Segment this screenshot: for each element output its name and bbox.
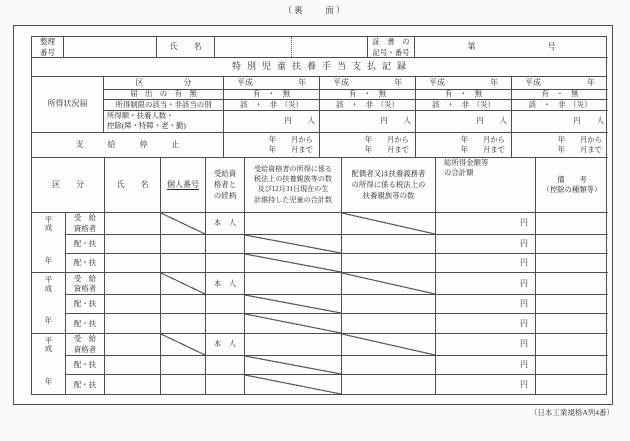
dependent-row (66, 375, 608, 394)
spouse-dependents-cell[interactable] (342, 295, 436, 314)
suspension-period-cell[interactable]: 年 月から 年 月まで (512, 133, 608, 158)
remarks-cell[interactable] (536, 375, 608, 394)
cert-no-prefix: 第 (467, 42, 476, 52)
relation-cell[interactable] (206, 314, 245, 333)
header-remarks: 備 考 （控除の種類等） (536, 158, 608, 213)
relation-cell: 本 人 (206, 273, 245, 295)
kubun-dependent: 配・扶 (66, 295, 105, 314)
income-report-section (32, 77, 606, 133)
name-cell[interactable] (105, 334, 161, 356)
dependent-row (66, 235, 608, 254)
id-row (32, 37, 606, 58)
name-cell[interactable] (105, 254, 161, 273)
header-total-income: 総所得金額等 の合計額 (436, 158, 536, 213)
spouse-dependents-cell[interactable] (342, 314, 436, 333)
amount-cell[interactable]: 円 人 (320, 111, 416, 133)
header-kubun: 区 分 (32, 158, 105, 213)
recipient-dependents-cell-crossed (245, 254, 342, 273)
limit-choice-cell[interactable]: 該 ・ 非 （災） (512, 100, 608, 111)
era-year-cell[interactable]: 平成 年 (32, 334, 66, 394)
name-cell[interactable] (105, 213, 161, 235)
header-recipient-dependents: 受給資格者の所得に係る 税法上の扶養親族等の数 及び12月31日現在の生 計維持した児童の合計数 (245, 158, 342, 213)
recipient-dependents-cell[interactable] (245, 334, 342, 356)
income-row-amount-label: 所得額・扶養人数・ 控除(障・特障・老・勤) (104, 111, 224, 133)
kubun-recipient: 受 給 資格者 (66, 213, 105, 235)
relation-cell[interactable] (206, 356, 245, 375)
limit-choice-cell[interactable]: 該 ・ 非 （災） (320, 100, 416, 111)
kubun-dependent: 配・扶 (66, 235, 105, 254)
name-cell[interactable] (105, 314, 161, 333)
year-group (32, 273, 606, 333)
relation-cell[interactable] (206, 254, 245, 273)
name-cell[interactable] (105, 295, 161, 314)
year-group (32, 334, 606, 394)
header-relation: 受給資 格者と の続柄 (206, 158, 245, 213)
kubun-recipient: 受 給 資格者 (66, 273, 105, 295)
certificate-label: 証 書 の 記号・番号 (368, 37, 415, 58)
relation-cell: 本 人 (206, 213, 245, 235)
income-year-cell[interactable]: 平成 年 (320, 77, 416, 90)
my-number-cell-crossed (161, 273, 206, 295)
relation-cell: 本 人 (206, 334, 245, 356)
remarks-cell[interactable] (536, 254, 608, 273)
my-number-cell[interactable] (161, 356, 206, 375)
kubun-dependent: 配・扶 (66, 375, 105, 394)
spouse-dependents-cell[interactable] (342, 254, 436, 273)
kubun-recipient: 受 給 資格者 (66, 334, 105, 356)
dotted-divider (291, 37, 292, 57)
income-year-cell[interactable]: 平成 年 (512, 77, 608, 90)
spouse-dependents-cell[interactable] (342, 235, 436, 254)
limit-choice-cell[interactable]: 該 ・ 非 （災） (416, 100, 512, 111)
name-cell[interactable] (105, 356, 161, 375)
income-year-cell[interactable]: 平成 年 (416, 77, 512, 90)
name-field[interactable] (215, 37, 368, 58)
kubun-dependent: 配・扶 (66, 314, 105, 333)
dependent-row (66, 314, 608, 333)
header-spouse-dependents: 配偶者又は扶養義務者 の所得に係る税法上の 扶養親族等の数 (342, 158, 436, 213)
payment-record-form (31, 36, 607, 395)
total-income-cell[interactable]: 円 (436, 314, 536, 333)
total-income-cell[interactable]: 円 (436, 375, 536, 394)
remarks-cell[interactable] (536, 314, 608, 333)
certificate-number-field[interactable] (415, 37, 608, 58)
my-number-cell-crossed (161, 213, 206, 235)
amount-cell[interactable]: 円 人 (416, 111, 512, 133)
remarks-cell[interactable] (536, 356, 608, 375)
total-income-cell[interactable]: 円 (436, 254, 536, 273)
recipient-row (66, 213, 608, 235)
spouse-dependents-cell-crossed (342, 273, 436, 295)
form-title: 特別児童扶養手当支払記録 (32, 58, 606, 77)
total-income-cell[interactable]: 円 (436, 295, 536, 314)
total-income-cell[interactable]: 円 (436, 213, 536, 235)
income-year-cell[interactable]: 平成 年 (224, 77, 320, 90)
era-year-cell[interactable]: 平成 年 (32, 273, 66, 333)
kubun-dependent: 配・扶 (66, 356, 105, 375)
suspension-period-cell[interactable]: 年 月から 年 月まで (416, 133, 512, 158)
remarks-cell[interactable] (536, 295, 608, 314)
recipient-dependents-cell-crossed (245, 375, 342, 394)
my-number-cell[interactable] (161, 375, 206, 394)
my-number-cell[interactable] (161, 314, 206, 333)
relation-cell[interactable] (206, 375, 245, 394)
recipient-dependents-cell[interactable] (245, 213, 342, 235)
dependent-row (66, 295, 608, 314)
year-group (32, 213, 606, 273)
recipient-dependents-cell-crossed (245, 235, 342, 254)
suspension-period-cell[interactable]: 年 月から 年 月まで (320, 133, 416, 158)
suspension-label: 支 給 停 止 (32, 133, 224, 158)
income-report-section-label: 所得状況届 (32, 77, 104, 133)
recipient-row (66, 334, 608, 356)
spouse-dependents-cell-crossed (342, 334, 436, 356)
remarks-cell[interactable] (536, 213, 608, 235)
spouse-dependents-cell[interactable] (342, 356, 436, 375)
income-row-kubun-label: 区 分 (104, 77, 224, 90)
recipient-row (66, 273, 608, 295)
income-row-filed-label: 届 出 の 有 無 (104, 90, 224, 100)
page-side-label: （裏 面） (283, 5, 347, 15)
total-income-cell[interactable]: 円 (436, 334, 536, 356)
remarks-cell[interactable] (536, 273, 608, 295)
name-cell[interactable] (105, 375, 161, 394)
record-table-header (32, 158, 606, 213)
header-my-number: 個人番号 (161, 158, 206, 213)
spouse-dependents-cell[interactable] (342, 375, 436, 394)
remarks-cell[interactable] (536, 334, 608, 356)
recipient-dependents-cell-crossed (245, 295, 342, 314)
kubun-dependent: 配・扶 (66, 254, 105, 273)
filed-choice-cell[interactable]: 有 ・ 無 (224, 90, 320, 100)
page-frame (13, 25, 613, 405)
recipient-dependents-cell[interactable] (245, 273, 342, 295)
filed-choice-cell[interactable]: 有 ・ 無 (512, 90, 608, 100)
my-number-cell[interactable] (161, 295, 206, 314)
filed-choice-cell[interactable]: 有 ・ 無 (320, 90, 416, 100)
filed-choice-cell[interactable]: 有 ・ 無 (416, 90, 512, 100)
paper-size-note: （日本工業規格A列4番） (529, 408, 614, 417)
income-row-limit-label: 所得制限の該当・非該当の別 (104, 100, 224, 111)
spouse-dependents-cell-crossed (342, 213, 436, 235)
remarks-cell[interactable] (536, 235, 608, 254)
name-cell[interactable] (105, 235, 161, 254)
recipient-dependents-cell-crossed (245, 314, 342, 333)
relation-cell[interactable] (206, 235, 245, 254)
dependent-row (66, 356, 608, 375)
cert-no-suffix: 号 (547, 42, 556, 52)
recipient-dependents-cell-crossed (245, 356, 342, 375)
serial-number-label: 整理 番号 (32, 37, 64, 58)
limit-choice-cell[interactable]: 該 ・ 非 （災） (224, 100, 320, 111)
header-name: 氏 名 (105, 158, 161, 213)
total-income-cell[interactable]: 円 (436, 273, 536, 295)
total-income-cell[interactable]: 円 (436, 356, 536, 375)
amount-cell[interactable]: 円 人 (512, 111, 608, 133)
my-number-cell[interactable] (161, 254, 206, 273)
dependent-row (66, 254, 608, 273)
relation-cell[interactable] (206, 295, 245, 314)
suspension-period-cell[interactable]: 年 月から 年 月まで (224, 133, 320, 158)
my-number-cell[interactable] (161, 235, 206, 254)
serial-number-field[interactable] (64, 37, 157, 58)
suspension-row (32, 133, 606, 158)
era-year-cell[interactable]: 平成 年 (32, 213, 66, 273)
name-label: 氏 名 (157, 37, 215, 58)
total-income-cell[interactable]: 円 (436, 235, 536, 254)
name-cell[interactable] (105, 273, 161, 295)
amount-cell[interactable]: 円 人 (224, 111, 320, 133)
my-number-cell-crossed (161, 334, 206, 356)
